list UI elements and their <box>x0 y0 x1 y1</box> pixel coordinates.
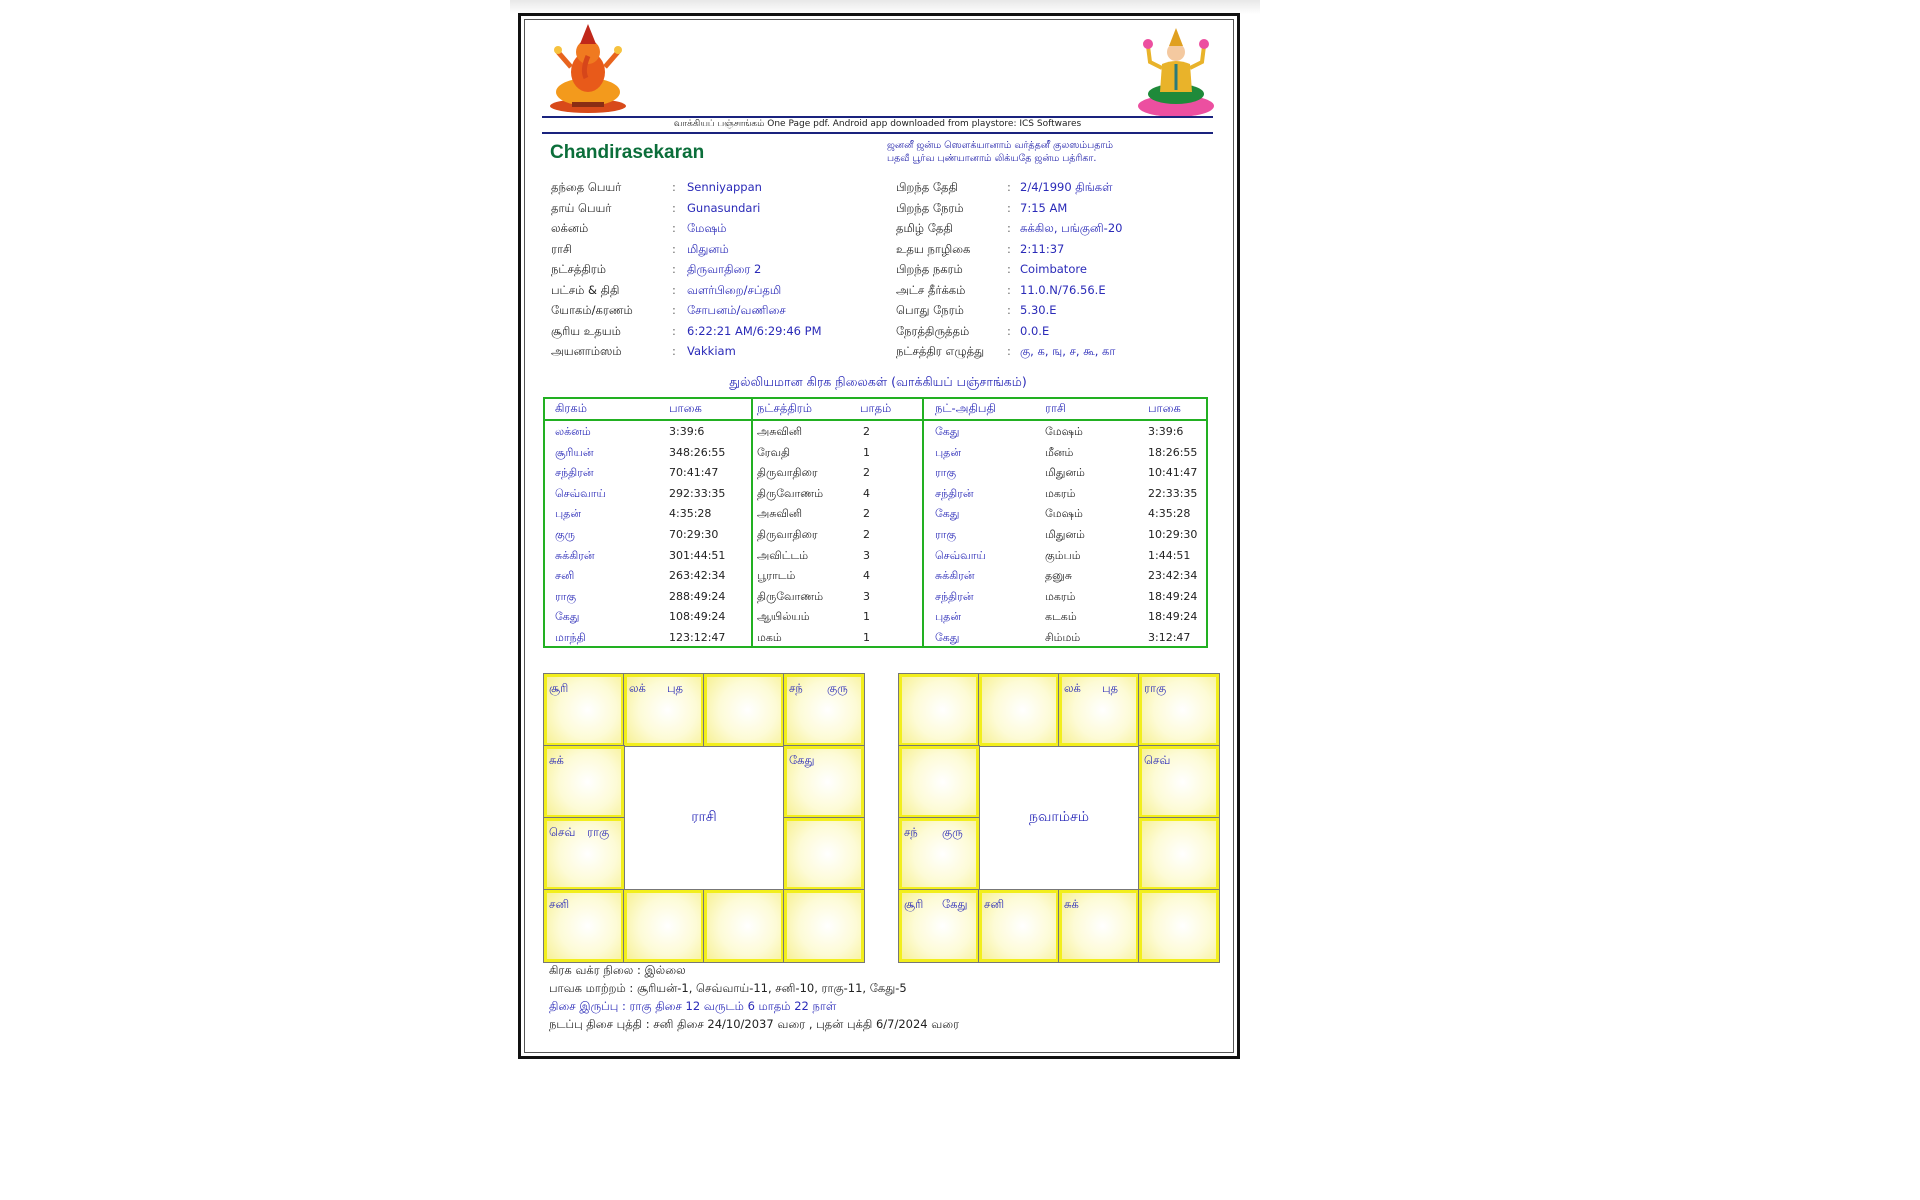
chart-house <box>899 746 979 818</box>
table-cell-rasi: மேஷம் <box>1045 507 1083 521</box>
detail-colon: : <box>1007 344 1011 358</box>
planet-positions-table <box>543 397 1208 648</box>
ganesha-image <box>546 22 630 116</box>
table-cell-pada: 1 <box>863 610 870 624</box>
house-planet: சனி <box>549 897 570 911</box>
table-cell-pada: 3 <box>863 548 870 562</box>
house-planet: சனி <box>984 897 1005 911</box>
bhava-change: பாவக மாற்றம் : சூரியன்-1, செவ்வாய்-11, சனி-10, ராகு-11, கேது-5 <box>549 981 907 995</box>
table-cell-degree: 70:29:30 <box>669 528 719 541</box>
detail-value: வளர்பிறை/சப்தமி <box>687 282 782 297</box>
table-cell-planet: கேது <box>555 610 580 624</box>
chart-house <box>1139 818 1219 890</box>
detail-colon: : <box>1007 323 1011 338</box>
table-cell-degree: 108:49:24 <box>669 610 726 624</box>
table-cell-nakshatra-lord: சந்திரன் <box>935 486 974 500</box>
house-planet: சூரி <box>549 681 569 695</box>
table-cell-rasi-degree: 22:33:35 <box>1148 486 1198 500</box>
table-cell-pada: 2 <box>863 425 870 438</box>
house-planet: லக் <box>629 681 646 695</box>
detail-colon: : <box>1007 241 1011 256</box>
table-column-divider <box>751 399 753 646</box>
table-header-rasi-degree: பாகை <box>1148 401 1181 415</box>
detail-colon: : <box>1007 262 1011 276</box>
chart-house <box>704 890 784 962</box>
chart-house <box>544 818 624 890</box>
house-planet: சந் <box>789 681 803 695</box>
table-cell-planet: லக்னம் <box>555 425 591 438</box>
table-header-nakshatra-lord: நட்-அதிபதி <box>935 401 996 415</box>
detail-value: திருவாதிரை 2 <box>687 262 762 276</box>
person-name: Chandirasekaran <box>550 142 705 163</box>
detail-colon: : <box>672 180 676 194</box>
table-cell-rasi: கும்பம் <box>1045 548 1081 562</box>
app-banner: வாக்கியப் பஞ்சாங்கம் One Page pdf. Android app downloaded from playstore: ICS Softwares <box>673 119 1082 129</box>
chart-house <box>624 674 704 746</box>
detail-value: 2/4/1990 திங்கள் <box>1020 180 1113 194</box>
chart-house <box>1139 746 1219 818</box>
table-cell-planet: ராகு <box>555 589 577 603</box>
table-cell-pada: 1 <box>863 631 870 644</box>
table-cell-rasi-degree: 10:29:30 <box>1148 528 1198 541</box>
table-cell-planet: சுக்கிரன் <box>555 548 595 562</box>
detail-label: லக்னம் <box>551 221 589 235</box>
detail-label: பிறந்த நகரம் <box>896 262 963 276</box>
chart-house <box>784 890 864 962</box>
detail-label: பட்சம் & திதி <box>551 282 620 297</box>
chart-house <box>544 674 624 746</box>
chart-house <box>624 890 704 962</box>
table-cell-rasi-degree: 18:49:24 <box>1148 589 1198 603</box>
chart-house <box>544 746 624 818</box>
table-cell-degree: 70:41:47 <box>669 466 719 480</box>
house-planet: சந் <box>904 825 918 839</box>
detail-value: Coimbatore <box>1020 262 1087 276</box>
table-cell-nakshatra: அவிட்டம் <box>757 548 809 562</box>
header-rule-top <box>542 116 1213 118</box>
table-cell-nakshatra-lord: கேது <box>935 425 960 438</box>
chart-house <box>1059 674 1139 746</box>
table-cell-planet: குரு <box>555 528 575 541</box>
table-cell-nakshatra-lord: ராகு <box>935 466 957 480</box>
table-cell-rasi: மிதுனம் <box>1045 466 1085 480</box>
table-header-degree: பாகை <box>669 401 702 415</box>
chart-house <box>979 890 1059 962</box>
table-cell-degree: 263:42:34 <box>669 569 726 583</box>
table-header-nakshatra: நட்சத்திரம் <box>757 401 813 415</box>
table-column-divider <box>922 399 924 646</box>
detail-label: சூரிய உதயம் <box>551 323 621 338</box>
table-cell-rasi-degree: 18:26:55 <box>1148 445 1198 459</box>
table-cell-pada: 2 <box>863 466 870 480</box>
house-planet: சூரி <box>904 897 924 911</box>
table-cell-nakshatra: ரேவதி <box>757 445 791 459</box>
house-planet: குரு <box>827 681 848 695</box>
table-cell-degree: 288:49:24 <box>669 589 726 603</box>
table-cell-nakshatra: அசுவினி <box>757 507 803 521</box>
table-cell-nakshatra: திருவாதிரை <box>757 528 818 541</box>
chart-house <box>784 818 864 890</box>
house-planet: கேது <box>789 753 815 767</box>
table-cell-rasi-degree: 18:49:24 <box>1148 610 1198 624</box>
table-cell-nakshatra-lord: செவ்வாய் <box>935 548 986 562</box>
detail-label: நேரத்திருத்தம் <box>896 323 970 338</box>
table-cell-planet: சூரியன் <box>555 445 594 459</box>
detail-label: யோகம்/கரணம் <box>551 303 633 317</box>
table-cell-degree: 3:39:6 <box>669 425 705 438</box>
detail-value: Senniyappan <box>687 180 762 194</box>
house-planet: செவ் <box>1144 753 1171 767</box>
table-cell-nakshatra: திருவோணம் <box>757 486 824 500</box>
house-planet: லக் <box>1064 681 1081 695</box>
chart-house <box>1139 890 1219 962</box>
table-cell-pada: 1 <box>863 445 870 459</box>
house-planet: ராகு <box>587 825 610 839</box>
table-cell-rasi: சிம்மம் <box>1045 631 1081 644</box>
detail-colon: : <box>672 303 676 317</box>
table-cell-planet: செவ்வாய் <box>555 486 606 500</box>
table-cell-rasi-degree: 3:39:6 <box>1148 425 1184 438</box>
detail-label: நட்சத்திர எழுத்து <box>896 344 985 358</box>
detail-value: மேஷம் <box>687 221 727 235</box>
detail-value: சோபனம்/வணிசை <box>687 303 786 317</box>
detail-colon: : <box>672 323 676 338</box>
table-cell-rasi-degree: 23:42:34 <box>1148 569 1198 583</box>
table-cell-pada: 3 <box>863 589 870 603</box>
table-cell-nakshatra-lord: கேது <box>935 631 960 644</box>
house-planet: புத <box>1102 681 1119 695</box>
sloka-line-2: பதவீ பூர்வ புண்யானாம் லிக்யதே ஜன்ம பத்ரிகா. <box>887 153 1097 164</box>
detail-label: தந்தை பெயர் <box>551 180 622 194</box>
chart-house <box>544 890 624 962</box>
navamsa-chart-title: நவாம்சம் <box>1029 809 1089 825</box>
table-cell-pada: 4 <box>863 486 870 500</box>
table-header-planet: கிரகம் <box>555 401 587 415</box>
table-cell-degree: 292:33:35 <box>669 486 726 500</box>
detail-label: தாய் பெயர் <box>551 200 612 215</box>
rasi-chart-title: ராசி <box>691 809 717 825</box>
table-cell-degree: 301:44:51 <box>669 548 726 562</box>
table-cell-rasi: மகரம் <box>1045 486 1076 500</box>
detail-colon: : <box>1007 200 1011 215</box>
detail-label: நட்சத்திரம் <box>551 262 607 276</box>
table-cell-degree: 4:35:28 <box>669 507 712 521</box>
house-planet: ராகு <box>1144 681 1167 695</box>
detail-value: கு, க, ஙு, ச, கூ, கா <box>1020 344 1116 358</box>
house-planet: குரு <box>942 825 963 839</box>
detail-label: பொது நேரம் <box>896 303 964 317</box>
table-cell-planet: புதன் <box>555 507 582 521</box>
sloka <box>887 139 1113 165</box>
table-cell-rasi-degree: 4:35:28 <box>1148 507 1191 521</box>
table-cell-rasi-degree: 1:44:51 <box>1148 548 1191 562</box>
table-cell-planet: சனி <box>555 569 575 583</box>
detail-value: 5.30.E <box>1020 303 1057 317</box>
chart-house <box>1139 674 1219 746</box>
table-cell-nakshatra-lord: புதன் <box>935 445 962 459</box>
table-cell-planet: சந்திரன் <box>555 466 594 480</box>
detail-label: பிறந்த தேதி <box>896 180 958 194</box>
chart-house <box>1059 890 1139 962</box>
detail-colon: : <box>672 221 676 235</box>
table-cell-degree: 348:26:55 <box>669 445 726 459</box>
table-header-rasi: ராசி <box>1045 401 1066 415</box>
chart-house <box>704 674 784 746</box>
detail-label: பிறந்த நேரம் <box>896 200 964 215</box>
table-header-pada: பாதம் <box>860 401 892 415</box>
detail-value: 0.0.E <box>1020 323 1050 338</box>
house-planet: சுக் <box>1064 897 1079 911</box>
detail-label: உதய நாழிகை <box>896 241 971 256</box>
detail-value: சுக்கில, பங்குனி-20 <box>1020 221 1123 235</box>
table-cell-rasi-degree: 10:41:47 <box>1148 466 1198 480</box>
detail-colon: : <box>672 344 676 358</box>
table-cell-rasi: மீனம் <box>1045 445 1074 459</box>
navamsa-chart <box>898 673 1220 961</box>
detail-label: ராசி <box>551 241 572 256</box>
house-planet: கேது <box>942 897 968 911</box>
table-cell-rasi: மகரம் <box>1045 589 1076 603</box>
table-cell-rasi-degree: 3:12:47 <box>1148 631 1191 644</box>
table-cell-planet: மாந்தி <box>555 631 586 644</box>
house-planet: புத <box>667 681 684 695</box>
detail-label: அயனாம்ஸம் <box>551 344 622 358</box>
detail-value: 7:15 AM <box>1020 200 1068 215</box>
chart-house <box>899 818 979 890</box>
table-cell-nakshatra-lord: சுக்கிரன் <box>935 569 975 583</box>
chart-house <box>784 674 864 746</box>
detail-label: அட்ச தீர்க்கம் <box>896 282 966 297</box>
detail-value: Gunasundari <box>687 200 761 215</box>
table-cell-nakshatra-lord: சந்திரன் <box>935 589 974 603</box>
table-cell-nakshatra-lord: கேது <box>935 507 960 521</box>
detail-value: 11.0.N/76.56.E <box>1020 282 1106 297</box>
detail-value: 2:11:37 <box>1020 241 1065 256</box>
detail-value: 6:22:21 AM/6:29:46 PM <box>687 323 822 338</box>
table-cell-rasi: மேஷம் <box>1045 425 1083 438</box>
table-cell-nakshatra-lord: ராகு <box>935 528 957 541</box>
chart-house <box>784 746 864 818</box>
table-cell-nakshatra: ஆயில்யம் <box>757 610 810 624</box>
table-cell-nakshatra: அசுவினி <box>757 425 803 438</box>
current-dasa: நடப்பு திசை புத்தி : சனி திசை 24/10/2037 வரை , புதன் புக்தி 6/7/2024 வரை <box>549 1017 960 1031</box>
detail-value: Vakkiam <box>687 344 736 358</box>
table-cell-pada: 2 <box>863 528 870 541</box>
detail-colon: : <box>1007 180 1011 194</box>
chart-house <box>979 674 1059 746</box>
table-cell-nakshatra: திருவோணம் <box>757 589 824 603</box>
planet-table-title: துல்லியமான கிரக நிலைகள் (வாக்கியப் பஞ்சாங்கம்) <box>729 374 1027 389</box>
table-cell-nakshatra: திருவாதிரை <box>757 466 818 480</box>
detail-colon: : <box>1007 221 1011 235</box>
table-cell-rasi: மிதுனம் <box>1045 528 1085 541</box>
sloka-line-1: ஜனனீ ஜன்ம ஸௌக்யானாம் வர்த்தனீ குலஸம்பதாம் <box>887 140 1114 151</box>
table-cell-pada: 4 <box>863 569 870 583</box>
viewer-top-bar <box>510 0 1260 14</box>
table-cell-nakshatra: மகம் <box>757 631 782 644</box>
dasa-balance: திசை இருப்பு : ராகு திசை 12 வருடம் 6 மாதம் 22 நாள் <box>549 999 837 1013</box>
detail-value: மிதுனம் <box>687 241 729 256</box>
table-cell-rasi: தனுசு <box>1045 569 1073 583</box>
house-planet: சுக் <box>549 753 564 767</box>
header-rule-bottom <box>542 132 1213 134</box>
table-cell-pada: 2 <box>863 507 870 521</box>
lakshmi-image <box>1134 24 1218 118</box>
detail-colon: : <box>672 262 676 276</box>
house-planet: செவ் <box>549 825 576 839</box>
chart-house <box>899 674 979 746</box>
table-cell-rasi: கடகம் <box>1045 610 1077 624</box>
table-cell-nakshatra: பூராடம் <box>757 569 796 583</box>
detail-label: தமிழ் தேதி <box>896 221 953 235</box>
vakra-status: கிரக வக்ர நிலை : இல்லை <box>549 963 686 977</box>
table-header-divider <box>545 419 1206 421</box>
detail-colon: : <box>672 282 676 297</box>
table-cell-degree: 123:12:47 <box>669 631 726 644</box>
detail-colon: : <box>672 200 676 215</box>
detail-colon: : <box>1007 303 1011 317</box>
rasi-chart <box>543 673 865 961</box>
table-cell-nakshatra-lord: புதன் <box>935 610 962 624</box>
detail-colon: : <box>672 241 676 256</box>
detail-colon: : <box>1007 282 1011 297</box>
chart-house <box>899 890 979 962</box>
